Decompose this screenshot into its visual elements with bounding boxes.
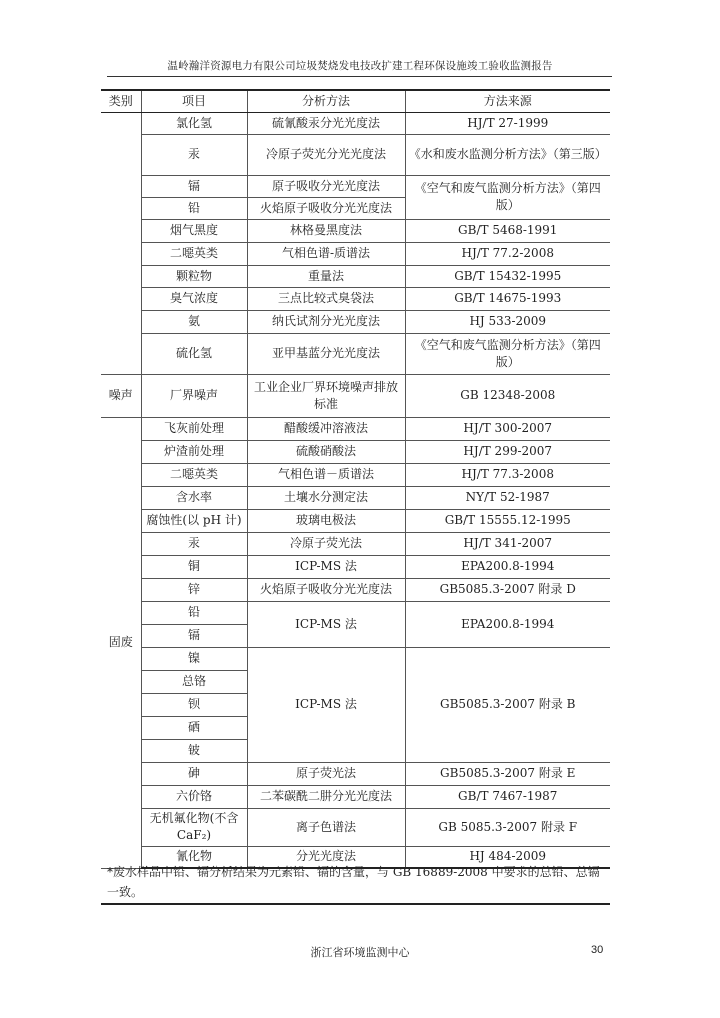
item-cell: 氯化氢 [141, 112, 247, 134]
item-cell: 腐蚀性(以 pH 计) [141, 509, 247, 532]
method-cell: 亚甲基蓝分光光度法 [247, 333, 405, 374]
method-cell: 离子色谱法 [247, 808, 405, 846]
table-header-row [101, 90, 610, 112]
table-row [101, 762, 610, 785]
source-cell: GB 12348-2008 [405, 374, 610, 417]
method-cell: 土壤水分测定法 [247, 486, 405, 509]
table-row [101, 532, 610, 555]
table-row [101, 134, 610, 175]
table-row [101, 175, 610, 197]
table-row [101, 808, 610, 846]
table-row [101, 417, 610, 440]
item-cell: 烟气黑度 [141, 219, 247, 242]
source-cell: HJ/T 77.2-2008 [405, 242, 610, 265]
table-row [101, 242, 610, 265]
item-cell: 铜 [141, 555, 247, 578]
source-cell: HJ/T 300-2007 [405, 417, 610, 440]
item-cell: 二噁英类 [141, 242, 247, 265]
source-cell: GB/T 14675-1993 [405, 287, 610, 310]
method-cell: ICP-MS 法 [247, 555, 405, 578]
category-cell-noise: 噪声 [101, 374, 141, 417]
methods-table [101, 89, 610, 869]
table-row [101, 578, 610, 601]
footer-organization: 浙江省环境监测中心 [310, 946, 410, 959]
source-cell: HJ/T 341-2007 [405, 532, 610, 555]
source-cell: GB/T 15432-1995 [405, 265, 610, 287]
item-cell: 六价铬 [141, 785, 247, 808]
table-row [101, 555, 610, 578]
source-cell: GB5085.3-2007 附录 E [405, 762, 610, 785]
method-cell: 醋酸缓冲溶液法 [247, 417, 405, 440]
source-cell: HJ 484-2009 [405, 846, 610, 868]
item-cell: 汞 [141, 532, 247, 555]
header-method: 分析方法 [247, 90, 405, 112]
item-cell: 炉渣前处理 [141, 440, 247, 463]
category-cell-solid-waste: 固废 [101, 417, 141, 868]
item-cell: 总铬 [141, 670, 247, 693]
method-cell: 冷原子荧光分光光度法 [247, 134, 405, 175]
item-cell: 钡 [141, 693, 247, 716]
item-cell: 飞灰前处理 [141, 417, 247, 440]
method-cell: 气相色谱－质谱法 [247, 463, 405, 486]
item-cell: 汞 [141, 134, 247, 175]
table-row [101, 486, 610, 509]
header-category: 类别 [101, 90, 141, 112]
table-row [101, 647, 610, 670]
header-source: 方法来源 [405, 90, 610, 112]
item-cell: 铍 [141, 739, 247, 762]
item-cell: 硒 [141, 716, 247, 739]
source-cell: GB5085.3-2007 附录 D [405, 578, 610, 601]
item-cell: 臭气浓度 [141, 287, 247, 310]
source-cell: HJ/T 299-2007 [405, 440, 610, 463]
table-row [101, 310, 610, 333]
item-cell: 砷 [141, 762, 247, 785]
table-row [101, 440, 610, 463]
source-cell: EPA200.8-1994 [405, 555, 610, 578]
method-cell: 分光光度法 [247, 846, 405, 868]
table-row [101, 374, 610, 417]
item-cell: 镍 [141, 647, 247, 670]
method-cell: 原子吸收分光光度法 [247, 175, 405, 197]
source-cell: HJ/T 27-1999 [405, 112, 610, 134]
source-cell: NY/T 52-1987 [405, 486, 610, 509]
method-cell: 林格曼黑度法 [247, 219, 405, 242]
table-row [101, 509, 610, 532]
table-row [101, 785, 610, 808]
method-cell: 火焰原子吸收分光光度法 [247, 197, 405, 219]
footnote-rule [101, 903, 610, 905]
header-item: 项目 [141, 90, 247, 112]
table-row [101, 601, 610, 624]
table-row [101, 333, 610, 374]
header-rule [107, 76, 612, 77]
source-cell: HJ/T 77.3-2008 [405, 463, 610, 486]
table-row [101, 219, 610, 242]
item-cell: 氨 [141, 310, 247, 333]
item-cell: 厂界噪声 [141, 374, 247, 417]
item-cell: 镉 [141, 624, 247, 647]
method-cell: 玻璃电极法 [247, 509, 405, 532]
method-cell: 冷原子荧光法 [247, 532, 405, 555]
page-number: 30 [591, 944, 604, 956]
item-cell: 氰化物 [141, 846, 247, 868]
source-cell: 《空气和废气监测分析方法》（第四版） [405, 333, 610, 374]
method-cell: 工业企业厂界环境噪声排放标准 [247, 374, 405, 417]
method-cell: ICP-MS 法 [247, 601, 405, 647]
item-cell: 硫化氢 [141, 333, 247, 374]
item-cell: 二噁英类 [141, 463, 247, 486]
method-cell: 二苯碳酰二肼分光光度法 [247, 785, 405, 808]
table-row [101, 287, 610, 310]
method-cell: 重量法 [247, 265, 405, 287]
item-cell: 含水率 [141, 486, 247, 509]
item-cell: 铅 [141, 601, 247, 624]
table-footnote: *废水样品中铅、镉分析结果为元素铅、镉的含量，与 GB 16889-2008 中要求的总铅、总镉一致。 [107, 865, 600, 899]
source-cell: 《水和废水监测分析方法》（第三版） [405, 134, 610, 175]
method-cell: 纳氏试剂分光光度法 [247, 310, 405, 333]
source-cell: 《空气和废气监测分析方法》（第四版） [405, 175, 610, 219]
table-row [101, 265, 610, 287]
method-cell: 硫氰酸汞分光光度法 [247, 112, 405, 134]
table-row [101, 112, 610, 134]
source-cell: GB 5085.3-2007 附录 F [405, 808, 610, 846]
item-cell: 镉 [141, 175, 247, 197]
method-cell: 气相色谱-质谱法 [247, 242, 405, 265]
item-cell: 无机氟化物(不含 CaF₂) [141, 808, 247, 846]
source-cell: GB/T 5468-1991 [405, 219, 610, 242]
category-cell-gas [101, 112, 141, 374]
item-cell: 锌 [141, 578, 247, 601]
method-cell: 硫酸硝酸法 [247, 440, 405, 463]
source-cell: GB5085.3-2007 附录 B [405, 647, 610, 762]
source-cell: GB/T 7467-1987 [405, 785, 610, 808]
method-cell: 火焰原子吸收分光光度法 [247, 578, 405, 601]
page-header: 温岭瀚洋资源电力有限公司垃圾焚烧发电技改扩建工程环保设施竣工验收监测报告 [167, 60, 553, 72]
method-cell: 原子荧光法 [247, 762, 405, 785]
source-cell: HJ 533-2009 [405, 310, 610, 333]
source-cell: GB/T 15555.12-1995 [405, 509, 610, 532]
item-cell: 颗粒物 [141, 265, 247, 287]
method-cell: ICP-MS 法 [247, 647, 405, 762]
source-cell: EPA200.8-1994 [405, 601, 610, 647]
item-cell: 铅 [141, 197, 247, 219]
method-cell: 三点比较式臭袋法 [247, 287, 405, 310]
table-row [101, 463, 610, 486]
